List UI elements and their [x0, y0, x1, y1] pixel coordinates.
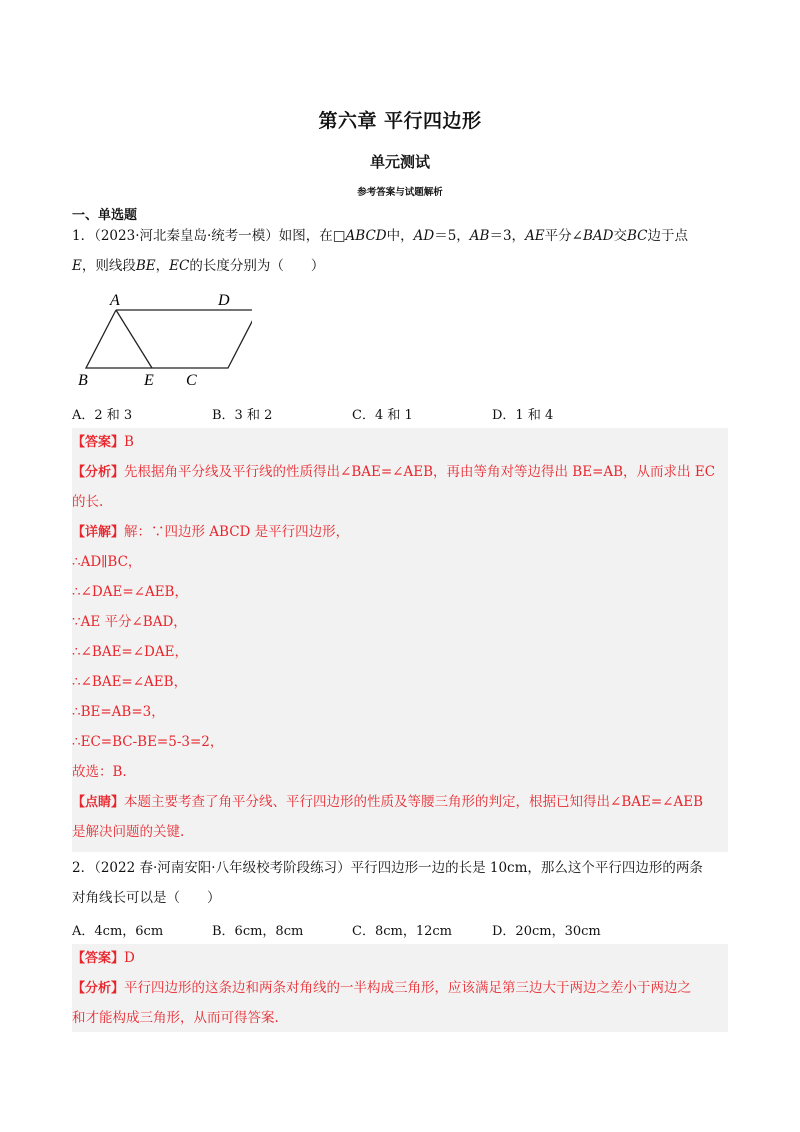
q1-analysis-line-1: 【分析】先根据角平分线及平行线的性质得出∠BAE=∠AEB，再由等角对等边得出 BE=AB，从而求出 EC	[72, 464, 716, 480]
label-c: C	[186, 372, 197, 388]
q1-detail-line-2: ∴AD∥BC，	[72, 554, 142, 570]
label-a: A	[110, 292, 120, 309]
q1-detail-line-9: 故选：B.	[72, 764, 127, 780]
q1-comment-line-2: 是解决问题的关键.	[72, 824, 185, 840]
q2-stem-line-2: 对角线长可以是（ ）	[72, 890, 221, 906]
segment-ae	[116, 310, 152, 368]
q2-solution-block	[72, 944, 728, 1032]
q1-detail-line-1: 【详解】解：∵四边形 ABCD 是平行四边形，	[72, 524, 350, 540]
label-d: D	[218, 292, 230, 309]
unit-test-title: 单元测试	[369, 153, 430, 171]
q2-analysis-line-1: 【分析】平行四边形的这条边和两条对角线的一半构成三角形，应该满足第三边大于两边之差小于两边之	[72, 980, 692, 996]
q2-stem-line-1: 2．（2022 春·河南安阳·八年级校考阶段练习）平行四边形一边的长是 10cm，那么这个平行四边形的两条	[72, 860, 703, 876]
answer-analysis-title: 参考答案与试题解析	[357, 187, 443, 198]
q1-comment-line-1: 【点睛】本题主要考查了角平分线、平行四边形的性质及等腰三角形的判定，根据已知得出∠BAE=∠AEB	[72, 794, 703, 810]
q1-stem-line-2: E，则线段BE，EC的长度分别为（ ）	[72, 258, 325, 274]
q1-option-a[interactable]: A．2 和 3	[72, 408, 133, 423]
parallelogram-diagram	[72, 288, 252, 388]
q1-detail-line-8: ∴EC=BC-BE=5-3=2，	[72, 734, 224, 750]
q2-option-b[interactable]: B．6cm，8cm	[212, 924, 304, 939]
q1-analysis-line-2: 的长.	[72, 494, 104, 510]
q1-detail-line-4: ∵AE 平分∠BAD，	[72, 614, 187, 630]
q1-detail-line-3: ∴∠DAE=∠AEB，	[72, 584, 188, 600]
q1-answer: 【答案】B	[72, 434, 134, 450]
chapter-title: 第六章 平行四边形	[318, 110, 482, 132]
q2-option-a[interactable]: A．4cm，6cm	[72, 924, 164, 939]
q1-option-c[interactable]: C．4 和 1	[352, 408, 413, 423]
section-heading: 一、单选题	[72, 208, 138, 223]
label-b: B	[78, 372, 88, 388]
q1-solution-block	[72, 428, 728, 852]
q1-detail-line-5: ∴∠BAE=∠DAE，	[72, 644, 188, 660]
q1-detail-line-7: ∴BE=AB=3，	[72, 704, 165, 720]
q2-option-d[interactable]: D．20cm，30cm	[492, 924, 601, 939]
q1-option-d[interactable]: D．1 和 4	[492, 408, 554, 423]
q2-analysis-line-2: 和才能构成三角形，从而可得答案.	[72, 1010, 279, 1026]
q1-stem-line-1: 1．（2023·河北秦皇岛·统考一模）如图，在□ABCD中，AD＝5，AB＝3，AE平分∠BAD交BC边于点	[72, 228, 688, 244]
q1-detail-line-6: ∴∠BAE=∠AEB，	[72, 674, 188, 690]
q1-option-b[interactable]: B．3 和 2	[212, 408, 273, 423]
label-e: E	[144, 372, 154, 388]
q2-answer: 【答案】D	[72, 950, 135, 966]
q2-option-c[interactable]: C．8cm，12cm	[352, 924, 452, 939]
parallelogram-outline	[86, 310, 252, 368]
